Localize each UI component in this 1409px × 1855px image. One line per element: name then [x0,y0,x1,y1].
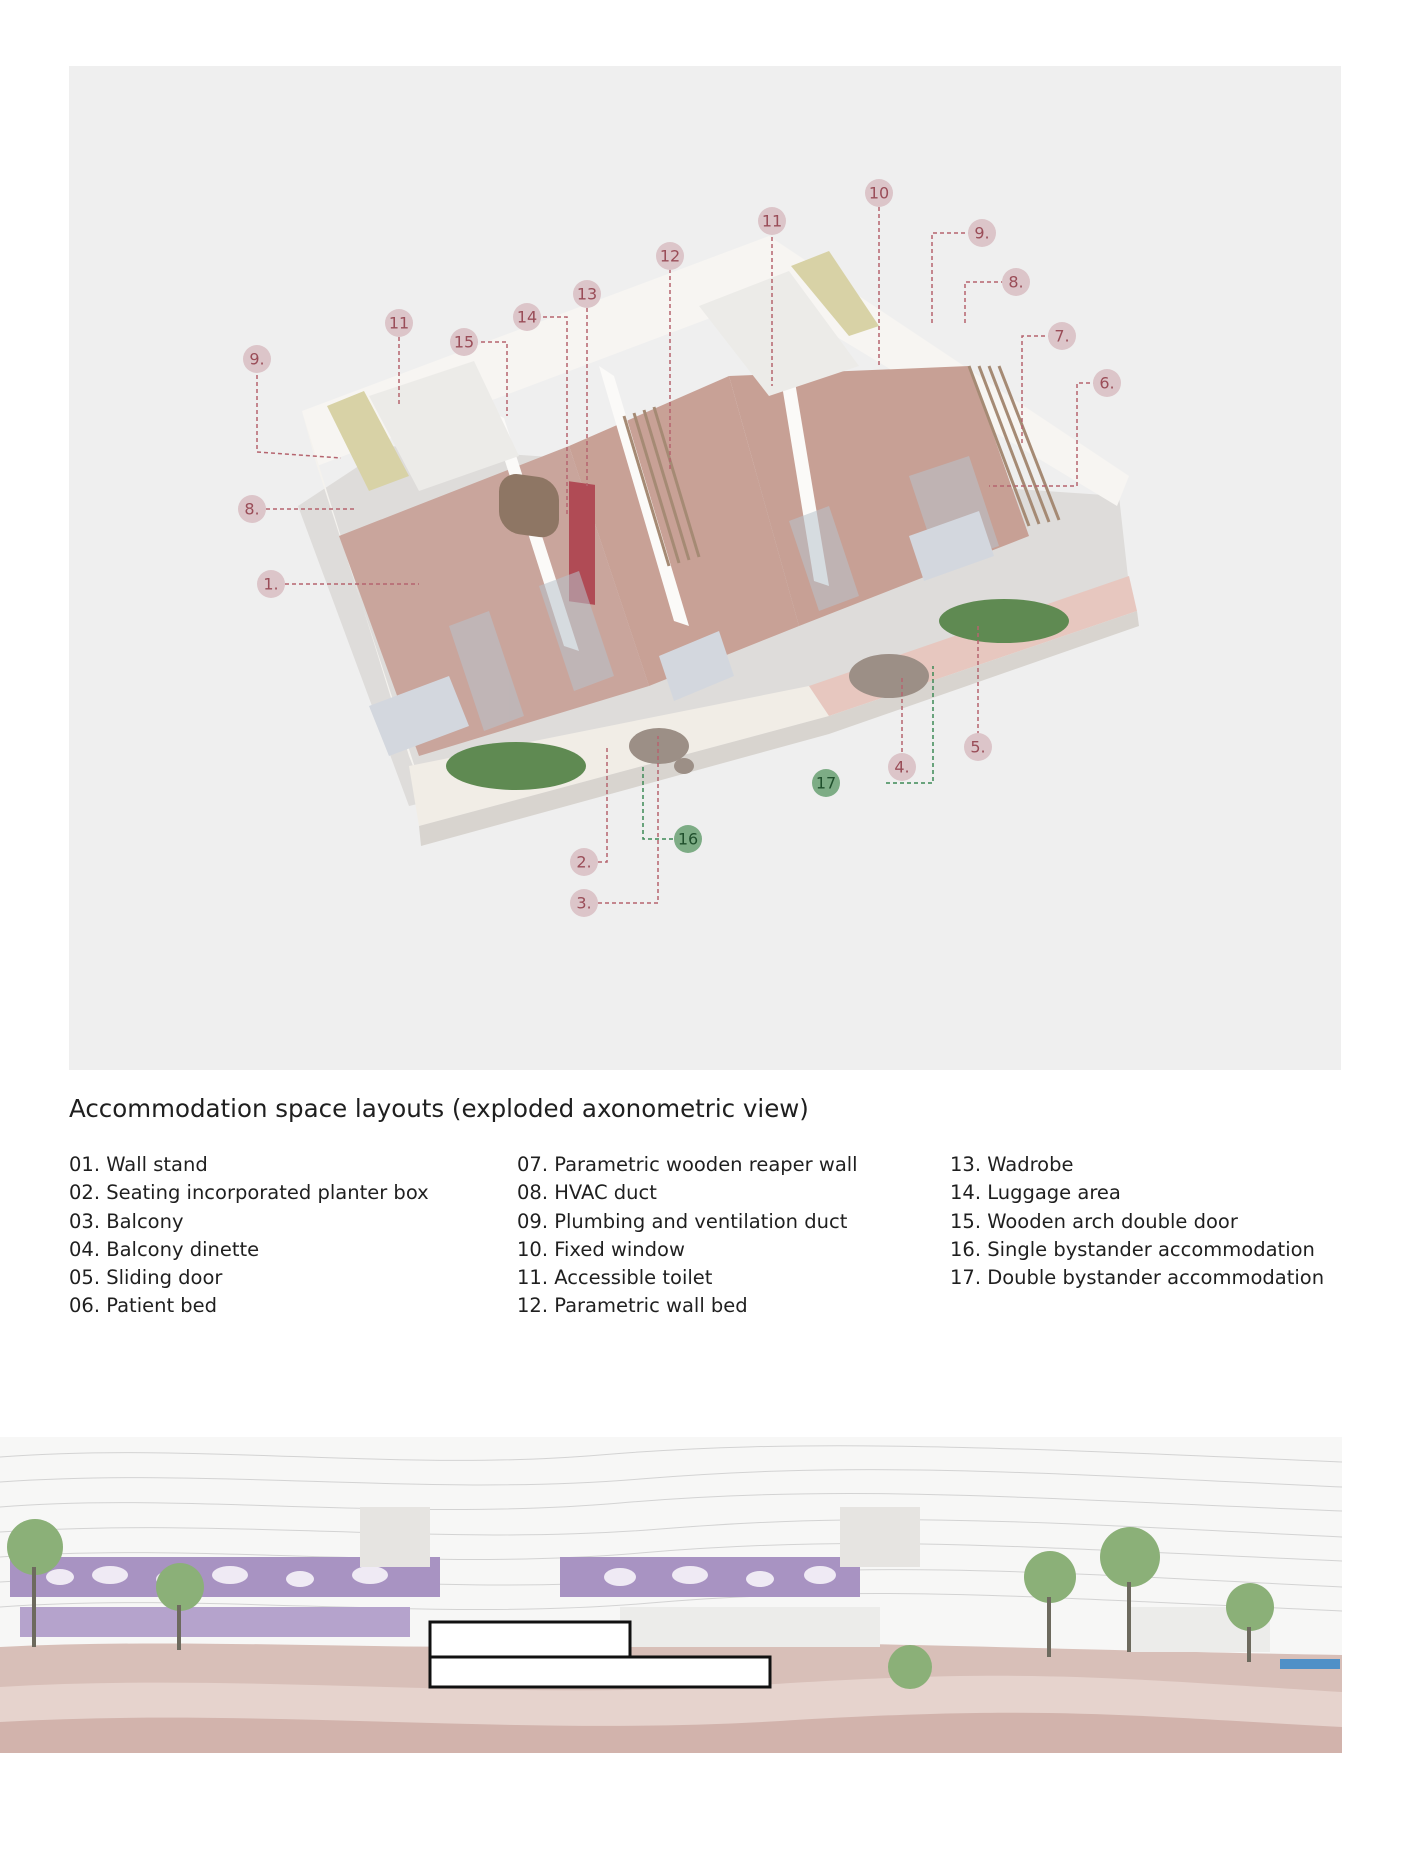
section-cut-upper [430,1622,630,1657]
callout-11a [385,309,413,337]
callout-label: 10 [868,183,890,203]
section-cut-lower [430,1657,770,1687]
callout-label: 6. [1099,373,1115,393]
callout-label: 12 [659,246,681,266]
callout-3 [570,889,598,917]
lattice-facade [20,1607,410,1637]
legend-item: 03. Balcony [69,1209,184,1233]
callout-7 [1048,322,1076,350]
legend-item: 07. Parametric wooden reaper wall [517,1153,858,1176]
legend-item: 13. Wadrobe [950,1153,1074,1176]
legend-item: 10. Fixed window [517,1237,685,1261]
axonometric-panel [69,66,1341,1070]
callout-label: 16 [677,829,699,849]
legend-item: 06. Patient bed [69,1294,218,1318]
legend-item: 08. HVAC duct [517,1181,657,1205]
callout-5 [964,733,992,761]
callout-14 [513,303,541,331]
callout-label: 11 [388,313,410,333]
legend-column [950,1151,1324,1292]
callout-17 [812,769,840,797]
callout-label: 11 [761,211,783,231]
legend-item: 02. Seating incorporated planter box [69,1181,429,1205]
callout-13 [573,280,601,308]
pool [1280,1659,1340,1669]
callout-label: 9. [249,349,265,369]
legend-item: 11. Accessible toilet [517,1266,713,1290]
callout-label: 15 [453,332,475,352]
callout-label: 2. [576,852,592,872]
callout-label: 1. [263,574,279,594]
legend-item: 12. Parametric wall bed [517,1294,748,1318]
planter-right [939,599,1069,643]
callout-11b [758,207,786,235]
callout-9b [968,219,996,247]
diagram-caption: Accommodation space layouts (exploded axonometric view) [69,1094,809,1123]
callout-label: 13 [576,284,598,304]
building-block [840,1507,920,1567]
legend-column [517,1151,858,1321]
legend-item: 04. Balcony dinette [69,1237,260,1261]
site-section-illustration [0,1437,1342,1753]
callout-label: 5. [970,737,986,757]
callout-6 [1093,369,1121,397]
callout-4 [888,753,916,781]
legend-column [69,1151,429,1321]
callout-label: 14 [516,307,538,327]
callout-label: 17 [815,773,837,793]
callout-9a [243,345,271,373]
callout-8a [238,495,266,523]
section-drawing [0,1437,1342,1753]
callout-label: 7. [1054,326,1070,346]
legend-item: 14. Luggage area [950,1181,1121,1205]
callout-12 [656,242,684,270]
legend-item: 17. Double bystander accommodation [950,1266,1325,1290]
callout-label: 3. [576,893,592,913]
callout-label: 8. [244,499,260,519]
axonometric-drawing [69,66,1341,1070]
callout-1 [257,570,285,598]
callout-label: 4. [894,757,910,777]
callout-16 [674,825,702,853]
legend-item: 16. Single bystander accommodation [950,1237,1315,1261]
legend-item: 01. Wall stand [69,1153,208,1176]
building-block [360,1507,430,1567]
callout-label: 8. [1008,272,1024,292]
legend-item: 09. Plumbing and ventilation duct [517,1209,848,1233]
building-block [620,1607,880,1647]
callout-label: 9. [974,223,990,243]
callout-2 [570,848,598,876]
callout-15 [450,328,478,356]
callout-8b [1002,268,1030,296]
callout-10 [865,179,893,207]
planter-left [446,742,586,790]
legend-item: 05. Sliding door [69,1266,223,1290]
legend-item: 15. Wooden arch double door [950,1209,1238,1233]
